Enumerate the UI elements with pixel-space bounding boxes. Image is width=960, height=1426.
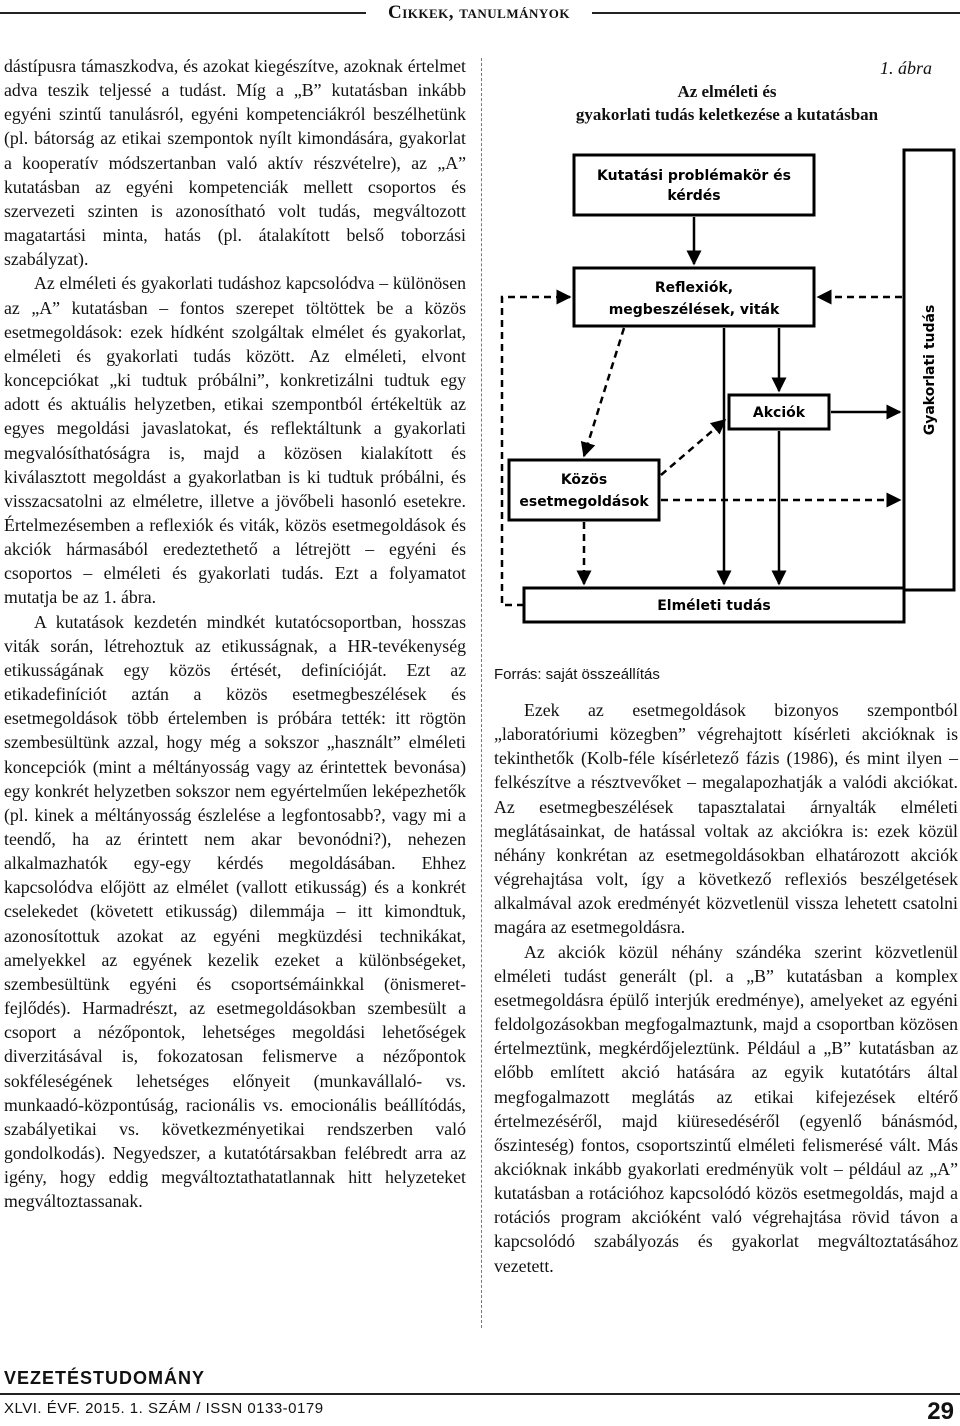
issue-info: XLVI. ÉVF. 2015. 1. SZÁM / ISSN 0133-0179 <box>4 1400 324 1417</box>
figure-title <box>494 80 960 126</box>
common-cases-label: Közös <box>560 472 608 488</box>
paragraph: Az akciók közül néhány szándéka szerint közvetlenül elméleti tudást generált (pl. a „B” kutatásban a komplex esetmegoldásra épülő interjúk eredménye), amelyeket az egyéni feldolgozásokban megfogalmaztunk, majd a csoportban közösen értelmeztünk, megkérdőjeleztünk. Például a „B” kutatásban az előbb említett akció hatására az egyik kutatótárs által megfogalmazott meglátás az etikai kifejezések eltérő értelmezéséről, majd kiüresedéséről (egyenlő bánásmód, őszinteség) fontos, csoportszintű elméleti felismerésé vált. Más akcióknak inkább gyakorlati eredményük volt – például az „A” kutatásban a rotációhoz kapcsolódó közös esetmegoldás, majd a rotációs program akcióként való végrehajtása rövid távon a kapcsolódó szabályozás és gyakorlat megváltoztatásához vezetett. <box>494 941 958 1276</box>
arrow-cases-to-actions <box>661 420 725 475</box>
footer-rule <box>0 1393 960 1395</box>
paragraph: dástípusra támaszkodva, és azokat kiegészítve, azoknak értelmet adva teszik teljessé a tudást. Míg a „B” kutatásban inkább egyéni szintű tanulásról, egyéni kompetenciákról beszélhetünk (pl. bátorság az etikai szempontok nyílt kimondására, gyakorlat a kooperatív módszertanban való aktív részvételre), az „A” kutatásban az egyéni kompetenciák mellett csoportos és szervezeti szinten is azonosítható volt tudás, megváltozott magatartási minta, hatás (pl. átalakított belső toborzási szabályzat). <box>4 56 466 270</box>
paragraph: Az elméleti és gyakorlati tudáshoz kapcsolódva – különösen az „A” kutatásban – fontos szerepet töltöttek be a közös esetmegoldások: ezek hídként szolgáltak elmélet és gyakorlat, elméleti és gyakorlati tudás között. Az elméleti, elvont koncepciókat „ki tudtuk próbálni”, konkretizálni tudtuk egy adott és aktuális helyzetben, etikai szempontból értékeltük az egyes megoldási javaslatokat, és reflektáltunk a gyakorlati megvalósíthatóságra is, majd a közösen kialakított és kiválasztott megoldást a gyakorlatban is ki tudtuk próbálni, és visszacsatolni az elméletre, illetve a jövőbeli hasonló esetekre. Értelmezésemben a reflexiók és viták, közös esetmegoldások és akciók hármasából eredeztethető a létrejött – egyéni és csoportos – elméleti és gyakorlati tudás. Ezt a folyamatot mutatja be az 1. ábra. <box>4 273 466 608</box>
knowledge-diagram <box>494 140 960 660</box>
research-problem-label: kérdés <box>667 188 721 204</box>
reflections-label: Reflexiók, <box>654 280 734 296</box>
reflections-label: megbeszélések, viták <box>608 302 780 318</box>
figure-number: 1. ábra <box>880 58 933 78</box>
column-divider <box>481 58 482 1328</box>
header-rule-left <box>0 12 366 14</box>
header-rule-right <box>592 12 960 14</box>
research-problem-label: Kutatási problémakör és <box>597 168 791 184</box>
theoretical-knowledge-label: Elméleti tudás <box>657 598 771 614</box>
research-problem-box <box>574 155 814 215</box>
figure-source: Forrás: saját összeállítás <box>494 666 660 683</box>
arrow-theoretical-to-reflections <box>502 297 570 605</box>
journal-name: VEZETÉSTUDOMÁNY <box>4 1368 206 1388</box>
paragraph: Ezek az esetmegoldások bizonyos szempontból „laboratóriumi közegben” végrehajtott kísérleti akcióknak is tekinthetők (Kolb-féle kísérletező fázis (1986), és mint ilyen – felkészítve a résztvevőket – megalapozhatják a valódi akciókat. Az esetmegbeszélések tapasztalatai árnyalták elméleti meglátásainkat, de hatással voltak az akciókra is: ezek közül néhány konkrétan az esetmegoldásokban elhatározott akciók végrehajtása volt, így a következő reflexiós beszélgetések alkalmával azok eredményét közvetlenül vissza lehetett csatolni magára az esetmegoldásra. <box>494 700 958 938</box>
figure-title-line: gyakorlati tudás keletkezése a kutatásban <box>575 105 879 124</box>
paragraph: A kutatások kezdetén mindkét kutatócsoportban, hosszas viták során, létrehoztuk az etikusságnak, a HR-tevékenység etikusságának egy közös értését, definícióját. Ezt az etikadefiníciót aztán a közös esetmegbeszélések és esetmegoldások több értelemben is próbára tették: itt rögtön szembesültünk azzal, hogy még a sokszor „használt” elméleti koncepciók (mint a méltányosság vagy az érintettek bevonása) egy konkrét helyzetben sokszor nem egyértelműen leképezhetők (pl. kinek a méltányosság észlelése a legfontosabb?, vagy mi a teendő, ha az érintett nem akar bevonódni?), nehezen alkalmazhatók egy-egy kérdés megoldásában. Ehhez kapcsolódva előjött az elmélet (vallott etikusság) és a konkrét cselekedet (követett etikusság) dilemmája – itt kimondtuk, azonosítottuk azokat az egyéni megküzdési technikákat, amelyekkel az egyének kezelik ezeket a különbségeket, szembesültünk egyéni és csoportsémáinkkal (önismeret-fejlődés). Harmadrészt, az esetmegoldásokban szembesült a csoport a nézőpontok, lehetséges megoldási lehetőségek diverzitásával is, fokozatosan felismerve a nézőpontok sokféleségének lehetséges előnyeit (munkavállaló- vs. munkaadó-központúság, racionális vs. emocionális beállítódás, szabályetikai vs. következményetikai rendszerben való gondolkodás). Negyedszer, a kutatótársakban felébredt arra az igény, hogy eddig megváltoztathatatlannak hitt helyzeteket megváltoztassanak. <box>4 611 466 1212</box>
common-cases-label: esetmegoldások <box>519 494 649 510</box>
page-header <box>0 0 960 30</box>
section-title: Cikkek, tanulmányok <box>388 2 570 23</box>
arrow-reflections-to-cases <box>584 328 624 456</box>
actions-label: Akciók <box>752 405 806 421</box>
page-number: 29 <box>927 1398 954 1425</box>
right-text-column <box>494 698 958 1278</box>
common-cases-box <box>509 460 659 520</box>
figure-title-line: Az elméleti és <box>677 82 777 101</box>
left-text-column <box>4 54 466 1214</box>
practical-knowledge-label: Gyakorlati tudás <box>922 304 938 436</box>
